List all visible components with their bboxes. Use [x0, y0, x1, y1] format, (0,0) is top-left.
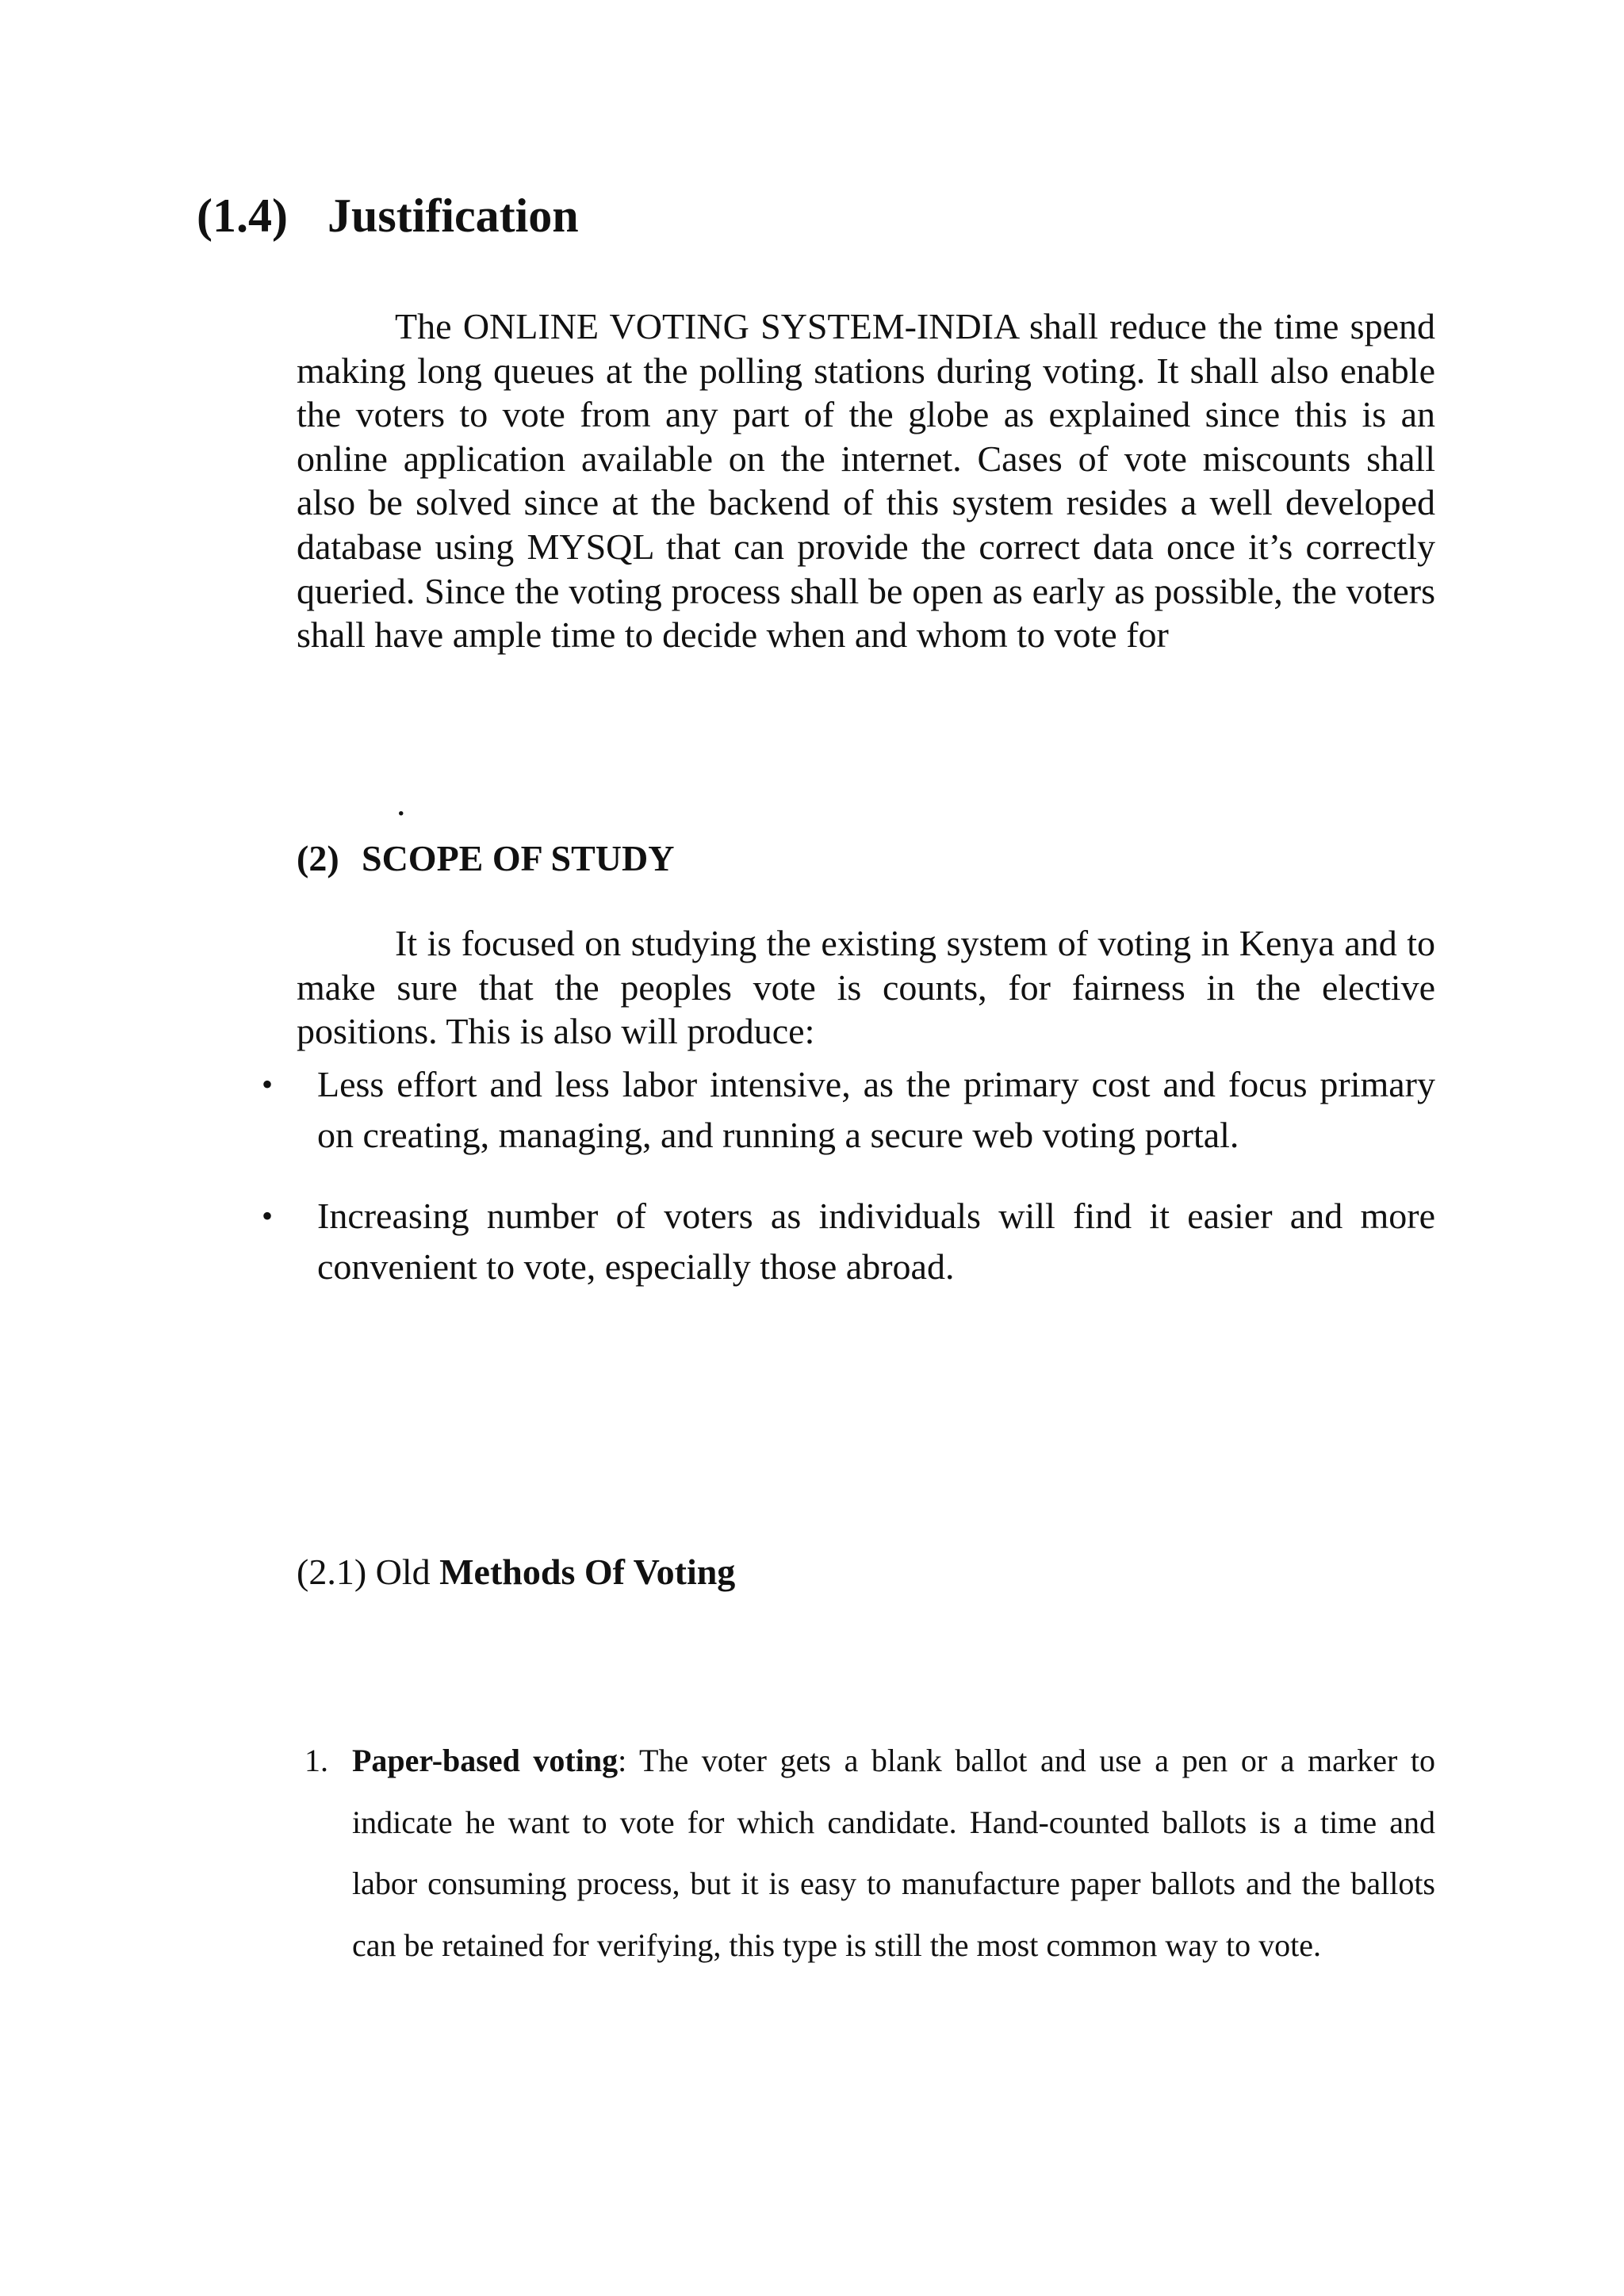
section-heading-justification — [197, 189, 579, 242]
section-heading-scope — [297, 840, 674, 877]
section-title: SCOPE OF STUDY — [362, 838, 675, 878]
item-term: Paper-based voting — [352, 1743, 619, 1778]
stray-period: . — [396, 783, 406, 823]
list-item — [238, 1059, 1435, 1161]
section-number: (2) — [297, 838, 339, 878]
scope-paragraph: It is focused on studying the existing system of voting in Kenya and to make sure that the peoples vote is counts, for fairness in the elective positions. This is also will produce: — [297, 923, 1435, 1052]
bullet-icon: • — [262, 1198, 274, 1234]
section-number: (1.4) — [197, 189, 288, 242]
item-number: 1. — [304, 1743, 328, 1778]
voting-methods-list — [304, 1730, 1435, 1976]
item-text: : The voter gets a blank ballot and use a pen or a marker to indicate he want to vote for which candidate. Hand-counted ballots is a time and labor consuming process, but it is easy to manufacture paper ballots and the ballots can be retained for verifying, this type is still the most common way to vote. — [352, 1743, 1436, 1963]
scope-bullet-list — [238, 1191, 1435, 1292]
section-title: Methods Of Voting — [439, 1552, 736, 1592]
bullet-text: Less effort and less labor intensive, as the primary cost and focus primary on creating, managing, and running a secure web voting portal. — [317, 1064, 1435, 1155]
list-item — [238, 1191, 1435, 1292]
bullet-icon: • — [262, 1066, 274, 1102]
section-heading-old-methods — [297, 1554, 735, 1590]
list-item — [304, 1730, 1435, 1976]
section-title: Justification — [327, 189, 579, 242]
section-number-prefix: (2.1) Old — [297, 1552, 431, 1592]
justification-paragraph: The ONLINE VOTING SYSTEM-INDIA shall reduce the time spend making long queues at the polling stations during voting. It shall also enable the voters to vote from any part of the globe as explained since this is an online application available on the internet. Cases of vote miscounts shall also be solved since at the backend of this system resides a well developed database using MYSQL that can provide the correct data once it’s correctly queried. Since the voting process shall be open as early as possible, the voters shall have ample time to decide when and whom to vote for — [297, 306, 1435, 656]
bullet-text: Increasing number of voters as individuals will find it easier and more convenient to vote, especially those abroad. — [317, 1196, 1435, 1287]
scope-bullet-list — [238, 1059, 1435, 1161]
